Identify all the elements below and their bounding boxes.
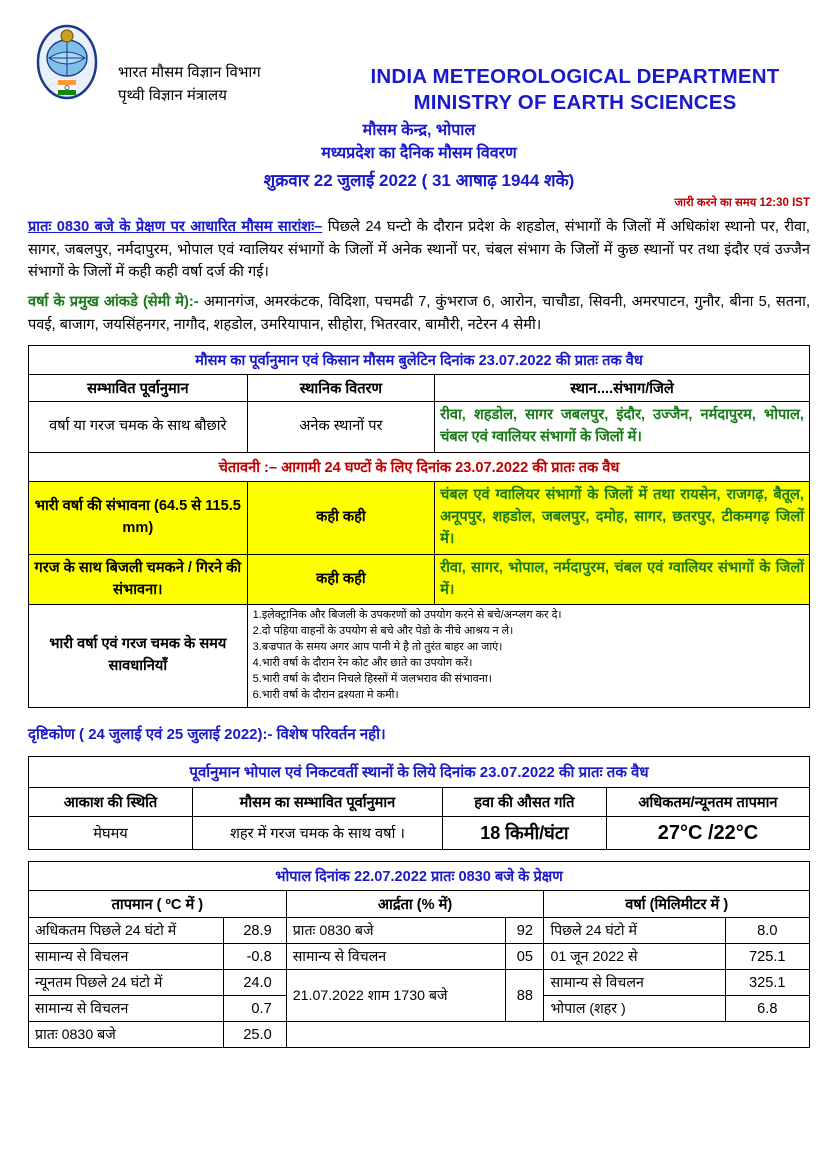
forecast-value: वर्षा या गरज चमक के साथ बौछारे — [29, 402, 248, 453]
dept-hindi-line2: पृथ्वी विज्ञान मंत्रालय — [118, 86, 227, 104]
precaution-item: 6.भारी वर्षा के दौरान द्रश्यता मे कमी। — [252, 689, 399, 702]
col-weather-forecast: मौसम का सम्भावित पूर्वानुमान — [193, 788, 443, 817]
temp-label-2: सामान्य से विचलन — [29, 944, 224, 970]
temp-value-1: 28.9 — [224, 918, 287, 944]
warning-area-2: रीवा, सागर, भोपाल, नर्मदापुरम, चंबल एवं ग्वालियर संभागों के जिलों में। — [435, 554, 810, 605]
india-national-emblem-icon — [28, 18, 106, 100]
observations-header: भोपाल दिनांक 22.07.2022 प्रातः 0830 बजे के प्रेक्षण — [29, 862, 810, 891]
bhopal-forecast-header-row — [29, 757, 810, 788]
bhopal-forecast-column-row — [29, 788, 810, 817]
col-distribution: स्थानिक वितरण — [247, 375, 434, 402]
rain-label-3: सामान्य से विचलन — [544, 970, 725, 996]
col-area: स्थान....संभाग/जिले — [435, 375, 810, 402]
forecast-table-column-row — [29, 375, 810, 402]
precautions-list — [247, 605, 809, 708]
rain-value-1: 8.0 — [725, 918, 809, 944]
forecast-table-header-row — [29, 346, 810, 375]
col-sky-condition: आकाश की स्थिति — [29, 788, 193, 817]
rain-value-3: 325.1 — [725, 970, 809, 996]
temp-label-1: अधिकतम पिछले 24 घंटो में — [29, 918, 224, 944]
temp-value-3: 24.0 — [224, 970, 287, 996]
warning-distribution-1: कही कही — [247, 481, 434, 554]
rainfall-figures-paragraph — [28, 291, 810, 336]
table-row — [29, 944, 810, 970]
bulletin-subtitle-block — [28, 119, 810, 193]
weather-summary-lead: प्रातः 0830 बजे के प्रेक्षण पर आधारित मौसम सारांशः– — [28, 219, 323, 236]
table-row — [29, 1022, 810, 1048]
temp-label-4: सामान्य से विचलन — [29, 996, 224, 1022]
document-header — [28, 18, 810, 115]
forecast-row — [29, 402, 810, 453]
rain-value-2: 725.1 — [725, 944, 809, 970]
issue-time: जारी करने का समय 12:30 IST — [674, 197, 810, 210]
warning-header-row — [29, 452, 810, 481]
value-weather-forecast: शहर में गरज चमक के साथ वर्षा । — [193, 817, 443, 850]
precaution-item: 4.भारी वर्षा के दौरान रेन कोट और छाते का उपयोग करें। — [252, 657, 473, 670]
temp-label-5: प्रातः 0830 बजे — [29, 1022, 224, 1048]
warning-type-2: गरज के साथ बिजली चमकने / गिरने की संभावना। — [29, 554, 248, 605]
temp-value-2: -0.8 — [224, 944, 287, 970]
precaution-item: 2.दो पहिया वाहनों के उपयोग से बचे और पेडो के नीचे आश्रय न ले। — [252, 625, 514, 638]
warning-row-heavy-rain — [29, 481, 810, 554]
temp-label-3: न्यूनतम पिछले 24 घंटो में — [29, 970, 224, 996]
humidity-value-2: 05 — [506, 944, 544, 970]
precautions-row — [29, 605, 810, 708]
col-wind-speed: हवा की औसत गति — [442, 788, 606, 817]
table-row — [29, 970, 810, 996]
precaution-item: 3.बज्रपात के समय अगर आप पानी मे है तो तुरंत बाहर आ जाएं। — [252, 641, 503, 654]
humidity-label-1: प्रातः 0830 बजे — [286, 918, 506, 944]
group-temperature: तापमान ( ºC में ) — [29, 891, 287, 918]
col-max-min-temp: अधिकतम/न्यूनतम तापमान — [606, 788, 809, 817]
value-wind-speed: 18 किमी/घंटा — [442, 817, 606, 850]
col-forecast: सम्भावित पूर्वानुमान — [29, 375, 248, 402]
forecast-table — [28, 345, 810, 708]
group-humidity: आर्द्रता (% में) — [286, 891, 544, 918]
imd-title — [340, 18, 810, 115]
group-rainfall: वर्षा (मिलिमीटर में ) — [544, 891, 810, 918]
temp-value-4: 0.7 — [224, 996, 287, 1022]
warning-row-thunder — [29, 554, 810, 605]
bhopal-forecast-header: पूर्वानुमान भोपाल एवं निकटवर्ती स्थानों के लिये दिनांक 23.07.2022 की प्रातः तक वैध — [29, 757, 810, 788]
imd-title-line2: MINISTRY OF EARTH SCIENCES — [413, 90, 737, 114]
humidity-value-1: 92 — [506, 918, 544, 944]
observations-header-row — [29, 862, 810, 891]
rain-value-4: 6.8 — [725, 996, 809, 1022]
weather-summary-paragraph — [28, 216, 810, 284]
forecast-table-header: मौसम का पूर्वानुमान एवं किसान मौसम बुलेटिन दिनांक 23.07.2022 की प्रातः तक वैध — [29, 346, 810, 375]
department-name-hindi — [118, 18, 328, 107]
table-row — [29, 918, 810, 944]
warning-type-1: भारी वर्षा की संभावना (64.5 से 115.5 mm) — [29, 481, 248, 554]
dept-hindi-line1: भारत मौसम विज्ञान विभाग — [118, 64, 261, 81]
value-sky-condition: मेघमय — [29, 817, 193, 850]
rainfall-figures-body: अमानगंज, अमरकंटक, विदिशा, पचमढी 7, कुंभराज 6, आरोन, चाचौडा, सिवनी, अमरपाटन, गुनौर, बीना 5, सतना, पवई, बाजाग, जयसिंहनगर, नागौद, शहडोल, उमरियापान, सीहोरा, भितरवार, बामौरी, नटेरन 4 सेमी। — [28, 293, 810, 333]
precautions-title: भारी वर्षा एवं गरज चमक के समय सावधानियाँ — [29, 605, 248, 708]
outlook-text: दृष्टिकोण ( 24 जुलाई एवं 25 जुलाई 2022):- विशेष परिवर्तन नही। — [28, 726, 386, 744]
humidity-label-2: सामान्य से विचलन — [286, 944, 506, 970]
rainfall-figures-lead: वर्षा के प्रमुख आंकडे (सेमी मे):- — [28, 293, 199, 310]
temp-value-5: 25.0 — [224, 1022, 287, 1048]
rain-label-4: भोपाल (शहर ) — [544, 996, 725, 1022]
rain-label-2: 01 जून 2022 से — [544, 944, 725, 970]
observations-group-row — [29, 891, 810, 918]
humidity-label-3: 21.07.2022 शाम 1730 बजे — [286, 970, 506, 1022]
bulletin-date: शुक्रवार 22 जुलाई 2022 ( 31 आषाढ़ 1944 शके) — [263, 170, 575, 190]
bulletin-subject: मध्यप्रदेश का दैनिक मौसम विवरण — [321, 145, 517, 163]
observations-table — [28, 861, 810, 1048]
warning-area-1: चंबल एवं ग्वालियर संभागों के जिलों में तथा रायसेन, राजगढ़, बैतूल, अनूपपुर, शहडोल, जबलपुर, दमोह, सागर, छतरपुर, टीकमगढ़ जिलों में। — [435, 481, 810, 554]
value-max-min-temp: 27°C /22°C — [606, 817, 809, 850]
forecast-area: रीवा, शहडोल, सागर जबलपुर, इंदौर, उज्जैन, नर्मदापुरम, भोपाल, चंबल एवं ग्वालियर संभागों के जिलों में। — [435, 402, 810, 453]
weather-summary-body: पिछले 24 घन्टो के दौरान प्रदेश के शहडोल, संभागों के जिलों में अधिकांश स्थानो पर, रीवा, सागर, जबलपुर, नर्मदापुरम, भोपाल एवं ग्वालियर संभागों के जिलों में अनेक स्थानों पर, चंबल संभाग के जिलों में कुछ स्थानों पर तथा इंदौर एवं उज्जैन संभागों के जिलों में कही कही वर्षा दर्ज की गई। — [28, 219, 810, 281]
warning-distribution-2: कही कही — [247, 554, 434, 605]
bhopal-forecast-value-row — [29, 817, 810, 850]
forecast-distribution: अनेक स्थानों पर — [247, 402, 434, 453]
rain-label-1: पिछले 24 घंटो में — [544, 918, 725, 944]
precaution-item: 5.भारी वर्षा के दौरान निचले हिस्सों में जलभराव की संभावना। — [252, 673, 492, 686]
imd-title-line1: INDIA METEOROLOGICAL DEPARTMENT — [370, 65, 780, 88]
humidity-value-3: 88 — [506, 970, 544, 1022]
warning-header: चेतावनी :– आगामी 24 घण्टों के लिए दिनांक 23.07.2022 की प्रातः तक वैध — [29, 452, 810, 481]
bhopal-forecast-table — [28, 756, 810, 850]
center-office: मौसम केन्द्र, भोपाल — [362, 122, 476, 140]
precaution-item: 1.इलेक्ट्रानिक और बिजली के उपकरणों को उपयोग करने से बचे/अन्प्लग कर दे। — [252, 609, 562, 622]
